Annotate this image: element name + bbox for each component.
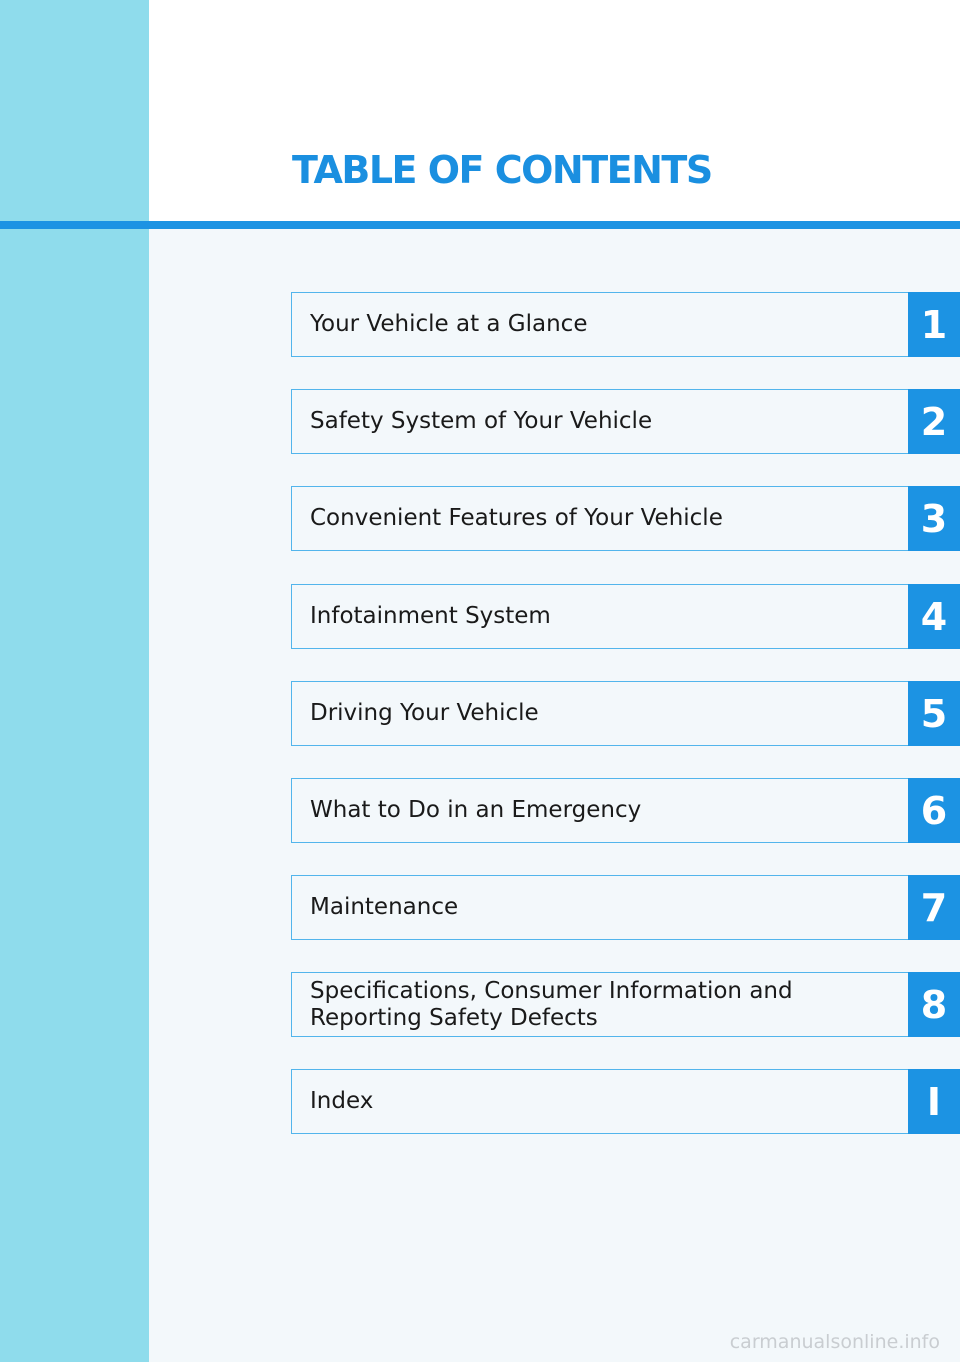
chapter-number-tab: 2 xyxy=(908,389,960,454)
toc-item-label: Index xyxy=(310,1088,374,1114)
toc-item-your-vehicle-at-a-glance[interactable] xyxy=(291,292,960,357)
toc-item-label: Maintenance xyxy=(310,894,459,920)
chapter-number-tab: 8 xyxy=(908,972,960,1037)
chapter-number-tab: 5 xyxy=(908,681,960,746)
chapter-number-tab: 4 xyxy=(908,584,960,649)
toc-item-maintenance[interactable] xyxy=(291,875,960,940)
toc-item-specifications[interactable] xyxy=(291,972,960,1037)
chapter-number-tab: I xyxy=(908,1069,960,1134)
page-title: TABLE OF CONTENTS xyxy=(292,148,712,192)
toc-item-label: Specifications, Consumer Information and Reporting Safety Defects xyxy=(310,977,793,1031)
toc-item-convenient-features[interactable] xyxy=(291,486,960,551)
toc-item-safety-system[interactable] xyxy=(291,389,960,454)
watermark: carmanualsonline.info xyxy=(729,1331,940,1353)
toc-item-label: Convenient Features of Your Vehicle xyxy=(310,505,723,531)
toc-item-infotainment-system[interactable] xyxy=(291,584,960,649)
chapter-number-tab: 6 xyxy=(908,778,960,843)
toc-item-label: Infotainment System xyxy=(310,603,551,629)
chapter-number-tab: 7 xyxy=(908,875,960,940)
toc-item-label: Your Vehicle at a Glance xyxy=(310,311,588,337)
toc-item-driving-your-vehicle[interactable] xyxy=(291,681,960,746)
toc-item-emergency[interactable] xyxy=(291,778,960,843)
toc-item-label: Safety System of Your Vehicle xyxy=(310,408,653,434)
toc-item-label: Driving Your Vehicle xyxy=(310,700,539,726)
chapter-number-tab: 3 xyxy=(908,486,960,551)
side-strip xyxy=(0,0,149,1362)
toc-item-label: What to Do in an Emergency xyxy=(310,797,642,823)
toc-item-index[interactable] xyxy=(291,1069,960,1134)
title-divider xyxy=(0,221,960,229)
chapter-number-tab: 1 xyxy=(908,292,960,357)
